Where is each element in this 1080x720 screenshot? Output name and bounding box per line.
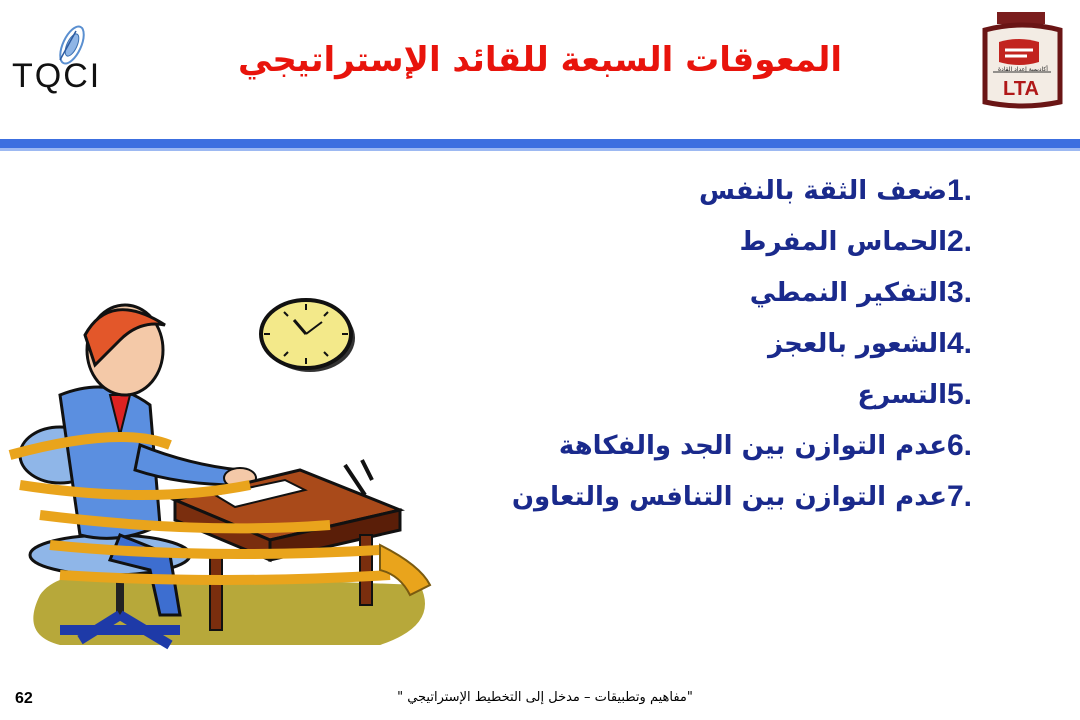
header-divider-light: [0, 148, 1080, 151]
list-item: [405, 471, 1025, 522]
item-text: عدم التوازن بين التنافس والتعاون: [511, 481, 947, 512]
item-text: عدم التوازن بين الجد والفكاهة: [558, 430, 947, 461]
item-text: الحماس المفرط: [739, 226, 947, 257]
item-number: 1.: [947, 173, 973, 207]
tqci-logo: [10, 15, 120, 105]
item-number: 4.: [947, 326, 973, 360]
wall-clock-icon: [258, 298, 358, 374]
item-text: ضعف الثقة بالنفس: [698, 175, 947, 206]
item-number: 5.: [947, 377, 973, 411]
list-item: [405, 165, 1025, 216]
page-number: 62: [15, 690, 33, 707]
item-number: 7.: [947, 479, 973, 513]
item-text: التفكير النمطي: [749, 277, 947, 308]
tied-up-man-clipart: [0, 295, 450, 665]
item-text: الشعور بالعجز: [767, 328, 947, 359]
footer-caption: "مفاهيم وتطبيقات – مدخل إلى التخطيط الإستراتيجي ": [397, 690, 693, 705]
header-divider: [0, 139, 1080, 148]
list-item: [405, 369, 1025, 420]
obstacles-list: [405, 165, 1025, 522]
list-item: [405, 216, 1025, 267]
item-text: التسرع: [857, 379, 947, 410]
item-number: 3.: [947, 275, 973, 309]
list-item: [405, 267, 1025, 318]
tqci-logo-text: TQCI: [12, 57, 102, 95]
list-item: [405, 420, 1025, 471]
lta-text: LTA: [1003, 78, 1039, 100]
item-number: 6.: [947, 428, 973, 462]
lta-academy-logo: [975, 10, 1070, 110]
list-item: [405, 318, 1025, 369]
lta-subtitle: أكاديمية إعداد القادة: [998, 66, 1048, 73]
slide-title: المعوقات السبعة للقائد الإستراتيجي: [237, 40, 843, 80]
item-number: 2.: [947, 224, 973, 258]
